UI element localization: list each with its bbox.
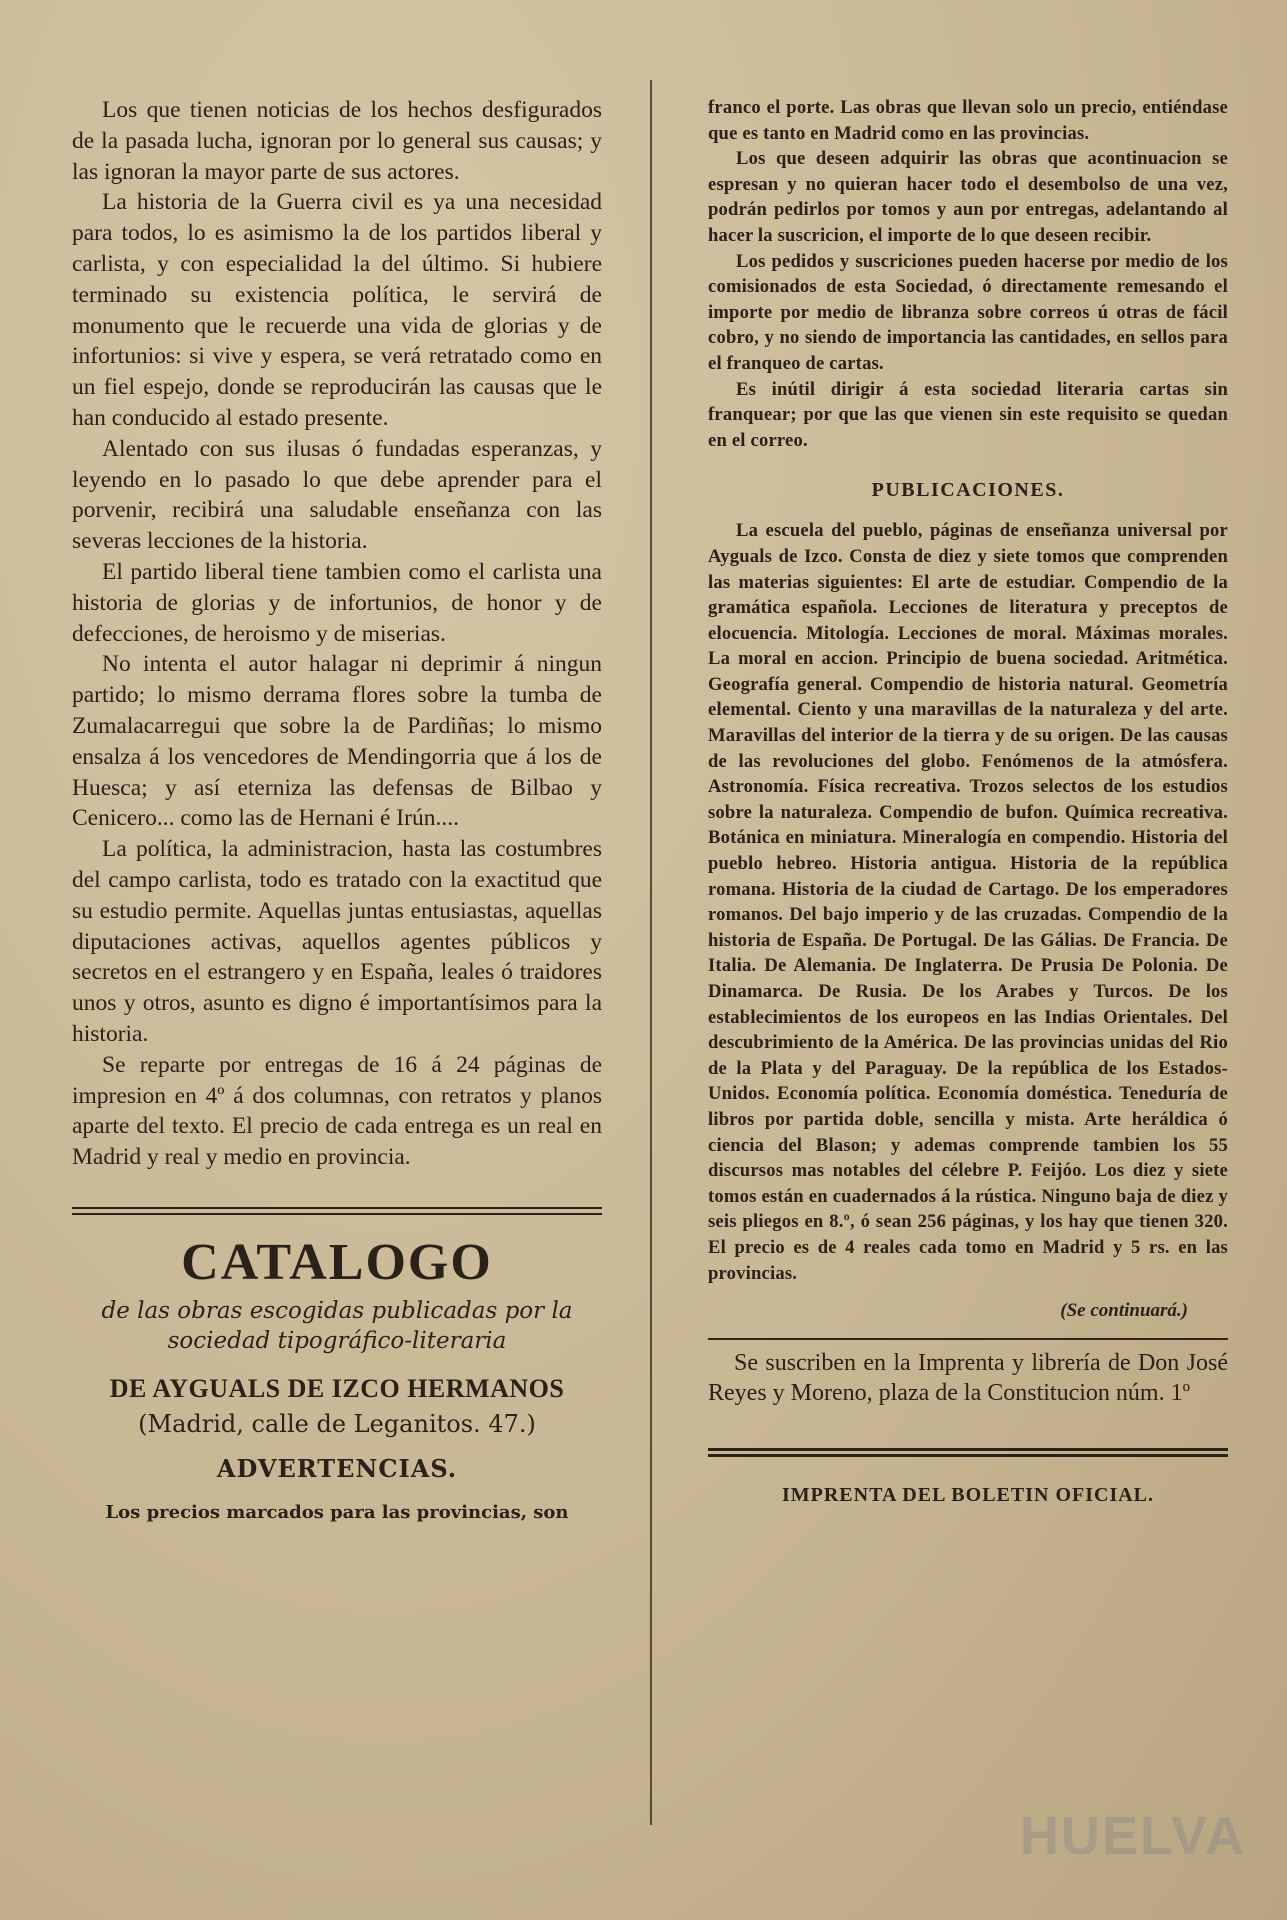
imprint-line: IMPRENTA DEL BOLETIN OFICIAL.: [781, 1484, 1155, 1507]
paragraph: La política, la administracion, hasta las costumbres del campo carlista, todo es tratado con la exactitud que su estudio permite. Aquellas juntas entusiastas, aquellas diputaciones activas, aquellos agentes públicos y secretos en el estrangero y en España, leales ó traidores unos y otros, asunto es digno é importantísimos para la historia.: [72, 836, 602, 1047]
catalog-publisher: DE AYGUALS DE IZCO HERMANOS: [109, 1373, 565, 1403]
paragraph: franco el porte. Las obras que llevan solo un precio, entiéndase que es tanto en Madrid como en las provincias.: [708, 97, 1228, 144]
paragraph: El partido liberal tiene tambien como el carlista una historia de glorias y de infortunios, de honor y de defecciones, de heroismo y de miserias.: [72, 558, 602, 647]
paragraph: Los pedidos y suscriciones pueden hacerse por medio de los comisionados de esta Sociedad, ó directamente remesando el importe por medio de libranza sobre correos ú otras de fácil cobro, y no siendo de importancia las cantidades, en sellos para el franqueo de cartas.: [708, 250, 1228, 374]
suscripcion-notice: Se suscriben en la Imprenta y librería de Don José Reyes y Moreno, plaza de la Constitucion núm. 1º: [708, 1338, 1228, 1408]
catalog-title: CATALOGO: [181, 1233, 493, 1291]
paragraph: Alentado con sus ilusas ó fundadas esperanzas, y leyendo en lo pasado lo que debe aprender para el porvenir, recibirá una saludable enseñanza con las severas lecciones de la historia.: [72, 435, 602, 555]
paragraph: Es inútil dirigir á esta sociedad literaria cartas sin franquear; por que las que vienen sin este requisito se quedan en el correo.: [708, 378, 1228, 451]
publicaciones-paragraph: La escuela del pueblo, páginas de enseñanza universal por Ayguals de Izco. Consta de diez y siete tomos que comprenden las materias siguientes: El arte de estudiar. Compendio de la gramática española. Lecciones de literatura y preceptos de elocuencia. Mitología. Lecciones de moral. Máximas morales. La moral en accion. Principio de buena sociedad. Aritmética. Geografía general. Compendio de historia natural. Geometría elemental. Ciento y una maravillas de la naturaleza y del arte. Maravillas del interior de la tierra y de su origen. De las causas de las revoluciones del globo. Fenómenos de la atmósfera. Astronomía. Física recreativa. Trozos selectos de los estudios sobre la naturaleza. Compendio de bufon. Química recreativa. Botánica en miniatura. Mineralogía en compendio. Historia del pueblo hebreo. Historia antigua. Historia de la república romana. Historia de la ciudad de Cartago. De los emperadores romanos. Del bajo imperio y de las cruzadas. Compendio de la historia de España. De Portugal. De las Gálias. De Francia. De Italia. De Alemania. De Inglaterra. De Prusia De Polonia. De Dinamarca. De Rusia. De los Arabes y Turcos. De los establecimientos de los europeos en las Indias Orientales. Del descubrimiento de la América. De las provincias unidas del Rio de la Plata y del Paraguay. De la república de los Estados-Unidos. Economía política. Economía doméstica. Teneduría de libros por partida doble, sencilla y mista. Arte heráldica ó ciencia del Blason; y ademas comprende tambien los 55 discursos mas notables del célebre P. Feijóo. Los diez y siete tomos están en cuadernados á la rústica. Ninguno baja de diez y seis pliegos en 8.º, ó sean 256 páginas, y los hay que tienen 320. El precio es de 4 reales cada tomo en Madrid y 5 rs. en las provincias.: [708, 520, 1228, 1284]
left-column: [72, 95, 602, 1525]
advertencias-text: Los precios marcados para las provincias, son: [105, 1501, 569, 1523]
library-watermark: HUELVA: [1020, 1806, 1246, 1866]
right-column: [708, 95, 1228, 1507]
paragraph: No intenta el autor halagar ni deprimir á ningun partido; lo mismo derrama flores sobre la tumba de Zumalacarregui que sobre la de Pardiñas; lo mismo ensalza á los vencedores de Mendingorria que á los de Huesca; y así eterniza las defensas de Bilbao y Cenicero... como las de Hernani é Irún....: [72, 651, 602, 832]
paragraph: Los que deseen adquirir las obras que acontinuacion se espresan y no quieran hacer todo el desembolso de una vez, podrán pedirlos por tomos y aun por entregas, adelantando al hacer la suscricion, el importe de lo que deseen recibir.: [708, 148, 1228, 246]
catalog-subtitle: de las obras escogidas publicadas por la sociedad tipográfico-literaria: [101, 1297, 573, 1354]
paragraph: Los que tienen noticias de los hechos desfigurados de la pasada lucha, ignoran por lo general sus causas; y las ignoran la mayor parte de sus actores.: [72, 97, 602, 185]
double-rule-divider: [708, 1448, 1228, 1458]
publicaciones-heading: PUBLICACIONES.: [871, 479, 1065, 502]
advertencias-heading: ADVERTENCIAS.: [216, 1453, 458, 1483]
paragraph: Se reparte por entregas de 16 á 24 páginas de impresion en 4º á dos columnas, con retratos y planos aparte del texto. El precio de cada entrega es un real en Madrid y real y medio en provincia.: [72, 1051, 602, 1171]
continuara-note: (Se continuará.): [1060, 1300, 1188, 1322]
double-rule-divider: [72, 1207, 602, 1217]
catalog-address: (Madrid, calle de Leganitos. 47.): [138, 1409, 536, 1438]
paragraph: La historia de la Guerra civil es ya una necesidad para todos, lo es asimismo la de los partidos liberal y carlista, y con especialidad la del último. Si hubiere terminado su existencia política, le servirá de monumento que le recuerde una vida de glorias y de infortunios: si vive y espera, se verá retratado como en un fiel espejo, donde se reproducirán las causas que le han conducido al estado presente.: [72, 189, 602, 431]
column-divider: [650, 80, 652, 1825]
catalog-header: [72, 1233, 602, 1525]
